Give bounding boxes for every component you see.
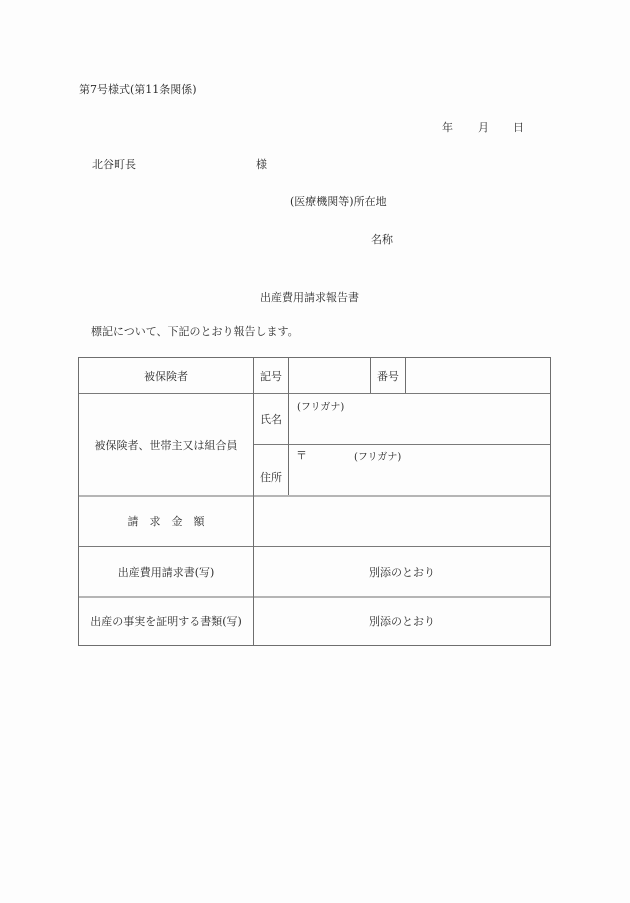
row-divider bbox=[254, 444, 550, 445]
address-field[interactable] bbox=[289, 462, 550, 495]
form-number: 第7号様式(第11条関係) bbox=[79, 83, 197, 96]
invoice-value: 別添のとおり bbox=[369, 565, 435, 579]
number-field[interactable] bbox=[406, 358, 550, 393]
amount-label: 請 求 金 額 bbox=[127, 515, 205, 528]
person-label: 被保険者、世帯主又は組合員 bbox=[94, 438, 238, 452]
symbol-label: 記号 bbox=[260, 369, 282, 383]
address-label: 住所 bbox=[260, 471, 282, 484]
proof-value: 別添のとおり bbox=[369, 615, 435, 628]
name-label: 氏名 bbox=[260, 413, 282, 426]
addressee: 北谷町長 bbox=[92, 158, 136, 171]
intro-text: 標記について、下記のとおり報告します。 bbox=[91, 325, 299, 338]
honorific: 様 bbox=[256, 158, 267, 171]
postal-mark-icon: 〒 bbox=[296, 449, 307, 462]
institution-name-label: 名称 bbox=[371, 233, 393, 246]
date-day: 日 bbox=[513, 121, 524, 134]
invoice-label: 出産費用請求書(写) bbox=[117, 565, 215, 579]
address-furigana-label: (フリガナ) bbox=[354, 452, 402, 463]
proof-label: 出産の事実を証明する書類(写) bbox=[90, 615, 242, 628]
name-field[interactable] bbox=[289, 410, 550, 444]
date-year: 年 bbox=[442, 121, 453, 134]
symbol-field[interactable] bbox=[289, 358, 370, 393]
number-label: 番号 bbox=[377, 369, 399, 383]
document-title: 出産費用請求報告書 bbox=[260, 291, 359, 304]
date-month: 月 bbox=[478, 121, 489, 134]
location-label: (医療機関等)所在地 bbox=[290, 195, 387, 208]
name-furigana-label: (フリガナ) bbox=[297, 402, 345, 413]
amount-field[interactable] bbox=[254, 496, 550, 546]
report-table bbox=[78, 357, 551, 646]
insured-label: 被保険者 bbox=[144, 369, 188, 383]
